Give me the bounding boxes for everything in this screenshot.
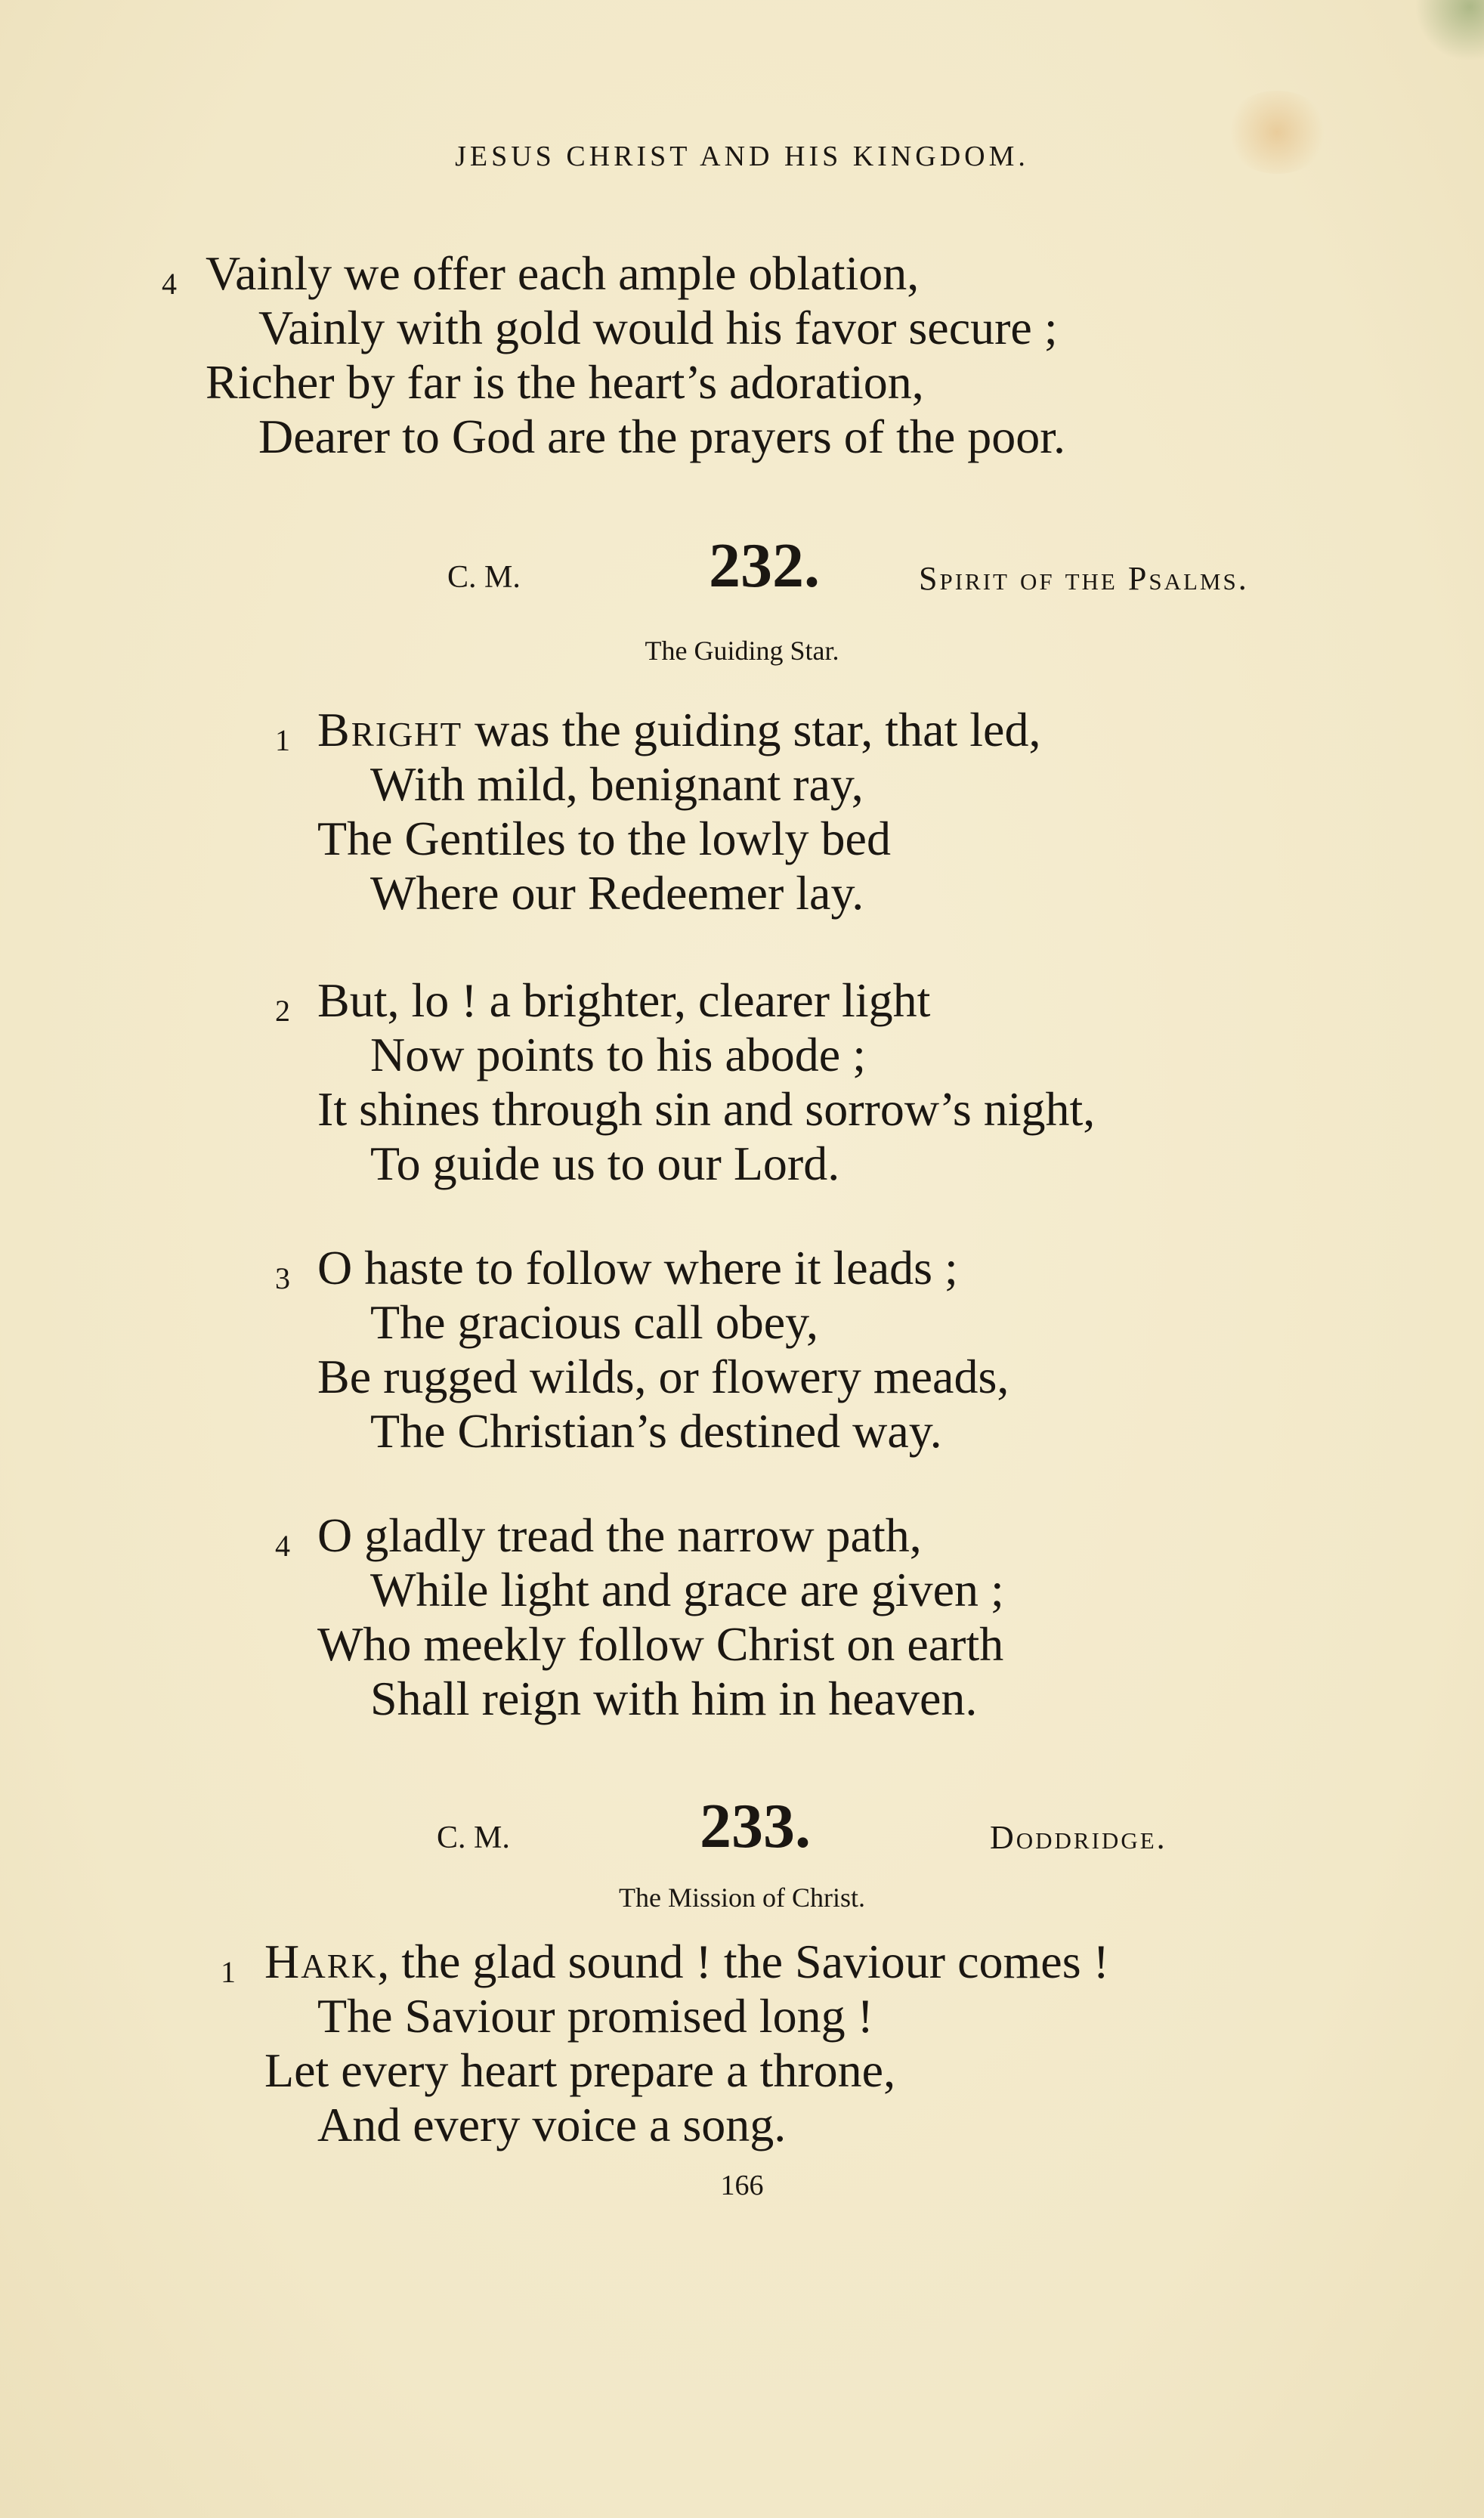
first-word: Hark [264, 1935, 378, 1988]
corner-discoloration [1413, 0, 1484, 68]
verse-number: 1 [221, 1955, 236, 1989]
first-line-rest: , the glad sound ! the Saviour comes ! [377, 1935, 1109, 1988]
hymn-232-stanza-2 [275, 973, 1096, 1191]
hymn-233-meter: C. M. [437, 1820, 510, 1855]
first-word: Bright [317, 703, 463, 756]
verse-number: 2 [275, 994, 290, 1028]
verse-number: 3 [275, 1261, 290, 1295]
verse-line: Vainly we offer each ample oblation, [206, 246, 920, 300]
verse-line: Be rugged wilds, or flowery meads, [317, 1350, 1009, 1403]
running-head: JESUS CHRIST AND HIS KINGDOM. [455, 141, 1029, 172]
verse-line: Richer by far is the heart’s adoration, [206, 355, 924, 409]
hymn-232-meter: C. M. [447, 560, 521, 595]
hymn-233-number: 233. [700, 1791, 811, 1861]
hymn-233-title: The Mission of Christ. [618, 1882, 865, 1913]
verse-line: Dearer to God are the prayers of the poor. [258, 410, 1065, 463]
verse-number: 4 [275, 1529, 290, 1563]
verse-number: 4 [162, 267, 177, 301]
page-number: 166 [720, 2170, 764, 2201]
hymn-233-author: Doddridge. [990, 1819, 1167, 1856]
verse-line: With mild, benignant ray, [370, 757, 864, 811]
verse-line: Where our Redeemer lay. [370, 866, 864, 920]
hymn-233-stanza-1 [221, 1935, 1109, 2152]
verse-line [264, 1935, 1109, 1989]
verse-line: But, lo ! a brighter, clearer light [317, 973, 931, 1027]
verse-line: The gracious call obey, [370, 1295, 818, 1349]
hymn-232-number: 232. [709, 531, 820, 601]
verse-line: The Saviour promised long ! [317, 1989, 873, 2043]
verse-line [317, 703, 1040, 757]
verse-line: It shines through sin and sorrow’s night, [317, 1082, 1096, 1136]
hymn-232-author: Spirit of the Psalms. [919, 560, 1249, 597]
verse-line: The Christian’s destined way. [370, 1404, 942, 1458]
verse-line: While light and grace are given ; [370, 1563, 1004, 1616]
verse-line: To guide us to our Lord. [370, 1137, 840, 1190]
hymn-232-stanza-3 [275, 1241, 1009, 1459]
verse-number: 1 [275, 723, 290, 757]
verse-line: O haste to follow where it leads ; [317, 1241, 958, 1295]
hymn-232-stanza-1 [275, 703, 1041, 920]
hymn-232-stanza-4 [275, 1508, 1004, 1726]
verse-line: And every voice a song. [317, 2098, 787, 2151]
first-line-rest: was the guiding star, that led, [462, 703, 1041, 756]
verse-line: O gladly tread the narrow path, [317, 1508, 922, 1562]
verse-line: Shall reign with him in heaven. [370, 1672, 978, 1725]
verse-line: The Gentiles to the lowly bed [317, 812, 891, 865]
prev-hymn-stanza-4 [162, 246, 1065, 464]
verse-line: Let every heart prepare a throne, [264, 2043, 896, 2097]
verse-line: Now points to his abode ; [370, 1028, 866, 1081]
verse-line: Who meekly follow Christ on earth [317, 1617, 1004, 1671]
hymn-232-title: The Guiding Star. [645, 636, 839, 666]
verse-line: Vainly with gold would his favor secure ; [258, 301, 1058, 354]
